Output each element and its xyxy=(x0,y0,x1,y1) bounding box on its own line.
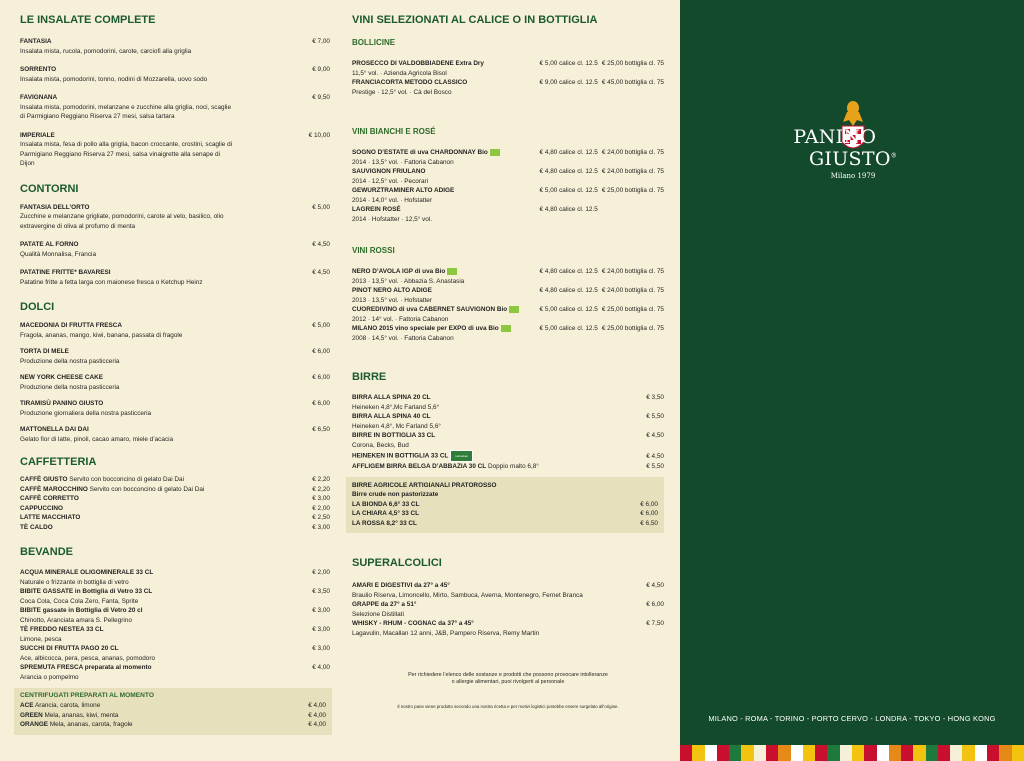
item-name: TÈ CALDO xyxy=(20,523,53,531)
stripe-segment xyxy=(754,745,766,761)
item-desc: Heineken 4,8°,Mc Farland 5,6° xyxy=(352,403,440,411)
item-desc: Produzione giornaliera della nostra pasticceria xyxy=(20,409,152,417)
item-desc: Produzione della nostra pasticceria xyxy=(20,357,120,365)
menu-item xyxy=(20,644,330,663)
stripe-segment xyxy=(803,745,815,761)
stripe-segment xyxy=(815,745,827,761)
item-price: € 5,50 xyxy=(646,463,664,470)
wine-item xyxy=(352,148,664,167)
item-price: € 5,50 xyxy=(646,413,664,420)
beer-item xyxy=(352,500,658,510)
wine-glass-price: € 4,80 calice cl. 12.5 xyxy=(539,268,598,275)
menu-item xyxy=(20,240,330,259)
menu-item xyxy=(20,663,330,682)
menu-item xyxy=(20,513,330,523)
menu-item xyxy=(20,587,330,606)
menu-item xyxy=(20,711,326,721)
wine-name: PROSECCO DI VALDOBBIADENE Extra Dry xyxy=(352,60,484,67)
wine-bottle-price: € 25,00 bottiglia cl. 75 xyxy=(601,325,664,332)
stripe-segment xyxy=(938,745,950,761)
item-price: € 3,00 xyxy=(312,523,330,531)
item-price: € 6,50 xyxy=(640,519,658,527)
wine-item xyxy=(352,186,664,205)
wine-item xyxy=(352,324,664,343)
wine-info: 2008 · 14,5° vol. · Fattoria Cabanon xyxy=(352,334,454,342)
stripe-segment xyxy=(680,745,692,761)
menu-item xyxy=(20,701,326,711)
stripe-segment xyxy=(840,745,852,761)
item-name: AMARI E DIGESTIVI da 27° a 45° xyxy=(352,582,450,589)
wine-group-bollicine xyxy=(352,59,664,97)
birre-list xyxy=(352,393,664,472)
item-name: HEINEKEN IN BOTTIGLIA 33 CL xyxy=(352,452,449,460)
item-price: € 6,00 xyxy=(640,500,658,508)
item-name: ACQUA MINERALE OLIGOMINERALE 33 CL xyxy=(20,569,154,576)
wine-bottle-price: € 24,00 bottiglia cl. 75 xyxy=(601,149,664,156)
item-extra: Servito con bocconcino di gelato Dai Dai xyxy=(69,476,184,483)
item-price: € 3,50 xyxy=(646,394,664,401)
wine-bottle-price: € 25,00 bottiglia cl. 75 xyxy=(601,60,664,67)
section-title-birre: BIRRE xyxy=(352,371,387,383)
item-name: NEW YORK CHEESE CAKE xyxy=(20,374,103,381)
wine-info: 2012 · 14° vol. · Fattoria Cabanon xyxy=(352,315,449,323)
bevande-list xyxy=(20,568,330,682)
contorni-list xyxy=(20,203,330,288)
item-desc: Insalata mista, rucola, pomodorini, carote, carciofi alla griglia xyxy=(20,47,192,55)
menu-item xyxy=(20,425,330,444)
wine-bottle-price: € 25,00 bottiglia cl. 75 xyxy=(601,306,664,313)
allergen-note-line-1: Per richiedere l’elenco delle sostanze e prodotti che possono provocare intolleranze xyxy=(408,672,608,678)
wine-glass-price: € 4,80 calice cl. 12.5 xyxy=(539,149,598,156)
item-price: € 3,00 xyxy=(312,607,330,614)
item-desc: Heineken 4,8°, Mc Farland 5,6° xyxy=(352,422,441,430)
section-title-superalcolici: SUPERALCOLICI xyxy=(352,557,442,569)
section-title-insalate: LE INSALATE COMPLETE xyxy=(20,14,156,26)
wine-info: 2013 · 13,5° vol. · Abbazia S. Anastasia xyxy=(352,277,465,285)
caffetteria-list xyxy=(20,475,330,532)
item-name: CAFFÈ MAROCCHINO xyxy=(20,485,88,493)
item-price: € 3,00 xyxy=(312,495,330,502)
stripe-segment xyxy=(975,745,987,761)
wine-bottle-price: € 25,00 bottiglia cl. 75 xyxy=(601,187,664,194)
wine-glass-price: € 5,00 calice cl. 12.5 xyxy=(539,60,598,67)
wine-bottle-price: € 45,00 bottiglia cl. 75 xyxy=(601,79,664,86)
beer-item xyxy=(352,519,658,529)
item-name: ACE xyxy=(20,702,34,709)
wine-glass-price: € 5,00 calice cl. 12.5 xyxy=(539,306,598,313)
item-name: WHISKY - RHUM - COGNAC da 37° a 45° xyxy=(352,620,474,627)
stripe-segment xyxy=(791,745,803,761)
item-price: € 4,50 xyxy=(646,432,664,439)
wine-glass-price: € 4,80 calice cl. 12.5 xyxy=(539,168,598,175)
menu-left-column xyxy=(0,0,340,761)
centrifugati-title: CENTRIFUGATI PREPARATI AL MOMENTO xyxy=(20,692,154,699)
item-desc: Lagavulin, Macallan 12 anni, J&B, Pampero Riserva, Remy Martin xyxy=(352,629,540,637)
item-price: € 5,00 xyxy=(312,322,330,329)
item-name: TÈ FREDDO NESTEA 33 CL xyxy=(20,626,104,633)
item-price: € 3,50 xyxy=(312,588,330,595)
item-desc: Insalata mista, pomodorini, melanzane e zucchine alla griglia, noci, scaglie di Parmigiano Reggiano Riserva 27 mesi, salsa tartara xyxy=(20,103,232,120)
item-name: IMPERIALE xyxy=(20,131,55,139)
item-price: € 6,50 xyxy=(312,426,330,433)
item-name: PATATINE FRITTE* BAVARESI xyxy=(20,269,111,276)
beer-item xyxy=(352,509,658,519)
menu-item xyxy=(20,399,330,418)
stripe-segment xyxy=(901,745,913,761)
brand-name-left: PANINO xyxy=(793,126,877,148)
wine-group-bianchi xyxy=(352,148,664,224)
item-price: € 3,00 xyxy=(312,645,330,652)
item-price: € 6,00 xyxy=(640,510,658,517)
stripe-segment xyxy=(889,745,901,761)
registered-mark: ® xyxy=(890,152,898,160)
item-extra: Mela, ananas, kiwi, menta xyxy=(44,711,119,719)
item-price: € 4,00 xyxy=(308,711,326,719)
menu-item xyxy=(20,37,330,56)
item-desc: Chinotto, Aranciata amara S. Pellegrino xyxy=(20,616,132,624)
wine-name: LAGREIN ROSÉ xyxy=(352,206,401,213)
wine-item xyxy=(352,167,664,186)
item-price: € 7,00 xyxy=(312,38,330,45)
item-desc: Qualità Monnalisa, Francia xyxy=(20,250,97,258)
stripe-segment xyxy=(741,745,753,761)
centrifugati-box xyxy=(14,688,332,735)
stripe-segment xyxy=(926,745,938,761)
stripe-segment xyxy=(827,745,839,761)
item-name: BIBITE GASSATE in Bottiglia di Vetro 33 CL xyxy=(20,588,153,595)
item-price: € 2,50 xyxy=(312,514,330,521)
item-desc: Produzione della nostra pasticceria xyxy=(20,383,120,391)
wine-glass-price: € 9,00 calice cl. 12.5 xyxy=(539,79,598,86)
insalate-list xyxy=(20,37,330,169)
wine-info: 2014 · Hofstatter · 12,5° vol. xyxy=(352,215,432,223)
item-name: FANTASIA xyxy=(20,38,52,45)
brand-subtitle: Milano 1979 xyxy=(830,172,876,180)
box-subtitle: Birre crude non pastorizzate xyxy=(352,491,439,498)
bread-note: Il nostro pane viene prodotto secondo una nostra ricetta e per motivi logistici potrebbe essere surgelato all’origine. xyxy=(397,704,619,709)
wine-glass-price: € 4,80 calice cl. 12.5 xyxy=(539,206,598,213)
wine-name: PINOT NERO ALTO ADIGE xyxy=(352,287,432,294)
brand-logo xyxy=(756,98,950,180)
wine-glass-price: € 5,00 calice cl. 12.5 xyxy=(539,187,598,194)
item-price: € 4,00 xyxy=(308,721,326,728)
item-desc: Insalata mista, pomodorini, tonno, nodini di Mozzarella, uovo sodo xyxy=(20,75,208,83)
item-desc: Zucchine e melanzane grigliate, pomodorini, carote al velo, basilico, olio extravergine di oliva al profumo di menta xyxy=(20,213,224,230)
menu-item xyxy=(20,485,330,495)
wine-name: FRANCIACORTA METODO CLASSICO xyxy=(352,79,468,86)
menu-item xyxy=(20,720,326,730)
wine-group-title: VINI ROSSI xyxy=(352,246,395,255)
pratorosso-box xyxy=(346,477,664,534)
item-price: € 6,00 xyxy=(312,374,330,381)
stripe-segment xyxy=(987,745,999,761)
item-desc: Naturale o frizzante in bottiglia di vetro xyxy=(20,578,129,586)
item-price: € 4,50 xyxy=(646,582,664,589)
item-name: MATTONELLA DAI DAI xyxy=(20,426,89,433)
item-name: LATTE MACCHIATO xyxy=(20,514,81,521)
stripe-segment xyxy=(729,745,741,761)
wine-info: Prestige · 12,5° vol. · Cà del Bosco xyxy=(352,88,452,96)
item-price: € 5,00 xyxy=(312,203,330,211)
item-desc: Insalata mista, fesa di pollo alla griglia, bacon croccante, crostini, scaglie di Parmigiano Reggiano Riserva 27 mesi, salsa vinaigrette alla senape di Dijon xyxy=(20,141,233,167)
beer-item xyxy=(352,450,664,462)
item-price: € 6,00 xyxy=(646,601,664,608)
item-price: € 4,00 xyxy=(312,664,330,671)
item-price: € 7,50 xyxy=(646,620,664,627)
item-name: CAFFÈ GIUSTO xyxy=(20,476,68,483)
item-extra: Arancia, carota, limone xyxy=(34,702,101,709)
allergen-note-line-2: o allergie alimentari, puoi rivolgerti al personale xyxy=(451,679,565,685)
wine-item xyxy=(352,59,664,78)
wine-info: 2014 · 13,5° vol. · Fattoria Cabanon xyxy=(352,158,454,166)
menu-item xyxy=(20,568,330,587)
brand-wordmark xyxy=(756,126,950,170)
section-title-contorni: CONTORNI xyxy=(20,182,79,195)
stripe-segment xyxy=(913,745,925,761)
item-price: € 2,00 xyxy=(312,504,330,512)
item-price: € 2,20 xyxy=(312,476,330,483)
item-desc: Braulio Riserva, Limoncello, Mirto, Sambuca, Averna, Montenegro, Fernet Branca xyxy=(352,591,583,599)
bio-badge-icon xyxy=(447,268,457,275)
menu-item xyxy=(20,606,330,625)
wine-item xyxy=(352,267,664,286)
wine-glass-price: € 5,00 calice cl. 12.5 xyxy=(539,325,598,332)
section-title-bevande: BEVANDE xyxy=(20,546,73,558)
brand-panel xyxy=(680,0,1024,761)
menu-item xyxy=(20,494,330,504)
item-desc: Gelato fior di latte, pinoli, cacao amaro, miele d’acacia xyxy=(20,435,174,443)
menu-item xyxy=(20,504,330,514)
wine-item xyxy=(352,78,664,97)
item-desc: Fragola, ananas, mango, kiwi, banana, passata di fragole xyxy=(20,331,183,339)
menu-item xyxy=(20,523,330,533)
menu-item xyxy=(20,373,330,392)
menu-item xyxy=(20,268,330,287)
stripe-segment xyxy=(692,745,704,761)
wine-glass-price: € 4,80 calice cl. 12.5 xyxy=(539,287,598,294)
item-name: SORRENTO xyxy=(20,66,57,73)
stripe-segment xyxy=(962,745,974,761)
item-price: € 4,50 xyxy=(312,241,330,248)
item-name: ORANGE xyxy=(20,721,49,728)
item-name: CAPPUCCINO xyxy=(20,504,63,512)
item-price: € 4,00 xyxy=(308,702,326,709)
item-name: BIRRA ALLA SPINA 20 CL xyxy=(352,394,431,401)
item-name: FANTASIA DELL’ORTO xyxy=(20,203,90,211)
item-name: SPREMUTA FRESCA preparata al momento xyxy=(20,664,152,671)
bio-badge-icon xyxy=(501,325,511,332)
brand-name-right: GIUSTO xyxy=(808,148,891,170)
item-extra: Mela, ananas, carota, fragole xyxy=(49,721,133,728)
allergen-note xyxy=(352,672,664,686)
stripe-segment xyxy=(766,745,778,761)
menu-item xyxy=(20,347,330,366)
item-price: € 10,00 xyxy=(308,131,330,139)
item-price: € 9,00 xyxy=(312,66,330,73)
item-extra: Doppio malto 6,8° xyxy=(487,463,539,470)
heineken-logo-icon: Heineken xyxy=(450,450,473,462)
item-desc: Coca Cola, Coca Cola Zero, Fanta, Sprite xyxy=(20,597,139,605)
item-price: € 6,00 xyxy=(312,348,330,355)
stripe-segment xyxy=(778,745,790,761)
spirit-item xyxy=(352,581,664,600)
item-price: € 2,20 xyxy=(312,485,330,493)
beer-item xyxy=(352,412,664,431)
menu-item xyxy=(20,131,330,169)
item-desc: Limone, pesca xyxy=(20,635,62,643)
beer-item xyxy=(352,462,664,472)
menu-item xyxy=(20,625,330,644)
item-name: AFFLIGEM BIRRA BELGA D’ABBAZIA 30 CL xyxy=(352,463,487,470)
cities-list: MILANO - ROMA - TORINO - PORTO CERVO - LONDRA - TOKYO - HONG KONG xyxy=(708,714,996,723)
bio-badge-icon xyxy=(509,306,519,313)
beer-item xyxy=(352,431,664,450)
stripe-segment xyxy=(877,745,889,761)
stripe-segment xyxy=(950,745,962,761)
item-name: FAVIGNANA xyxy=(20,94,58,101)
item-name: TORTA DI MELE xyxy=(20,348,69,355)
item-name: LA CHIARA 4,5° 33 CL xyxy=(352,510,420,517)
item-name: GREEN xyxy=(20,711,43,719)
item-price: € 6,00 xyxy=(312,400,330,407)
superalcolici-list xyxy=(352,581,664,638)
wine-group-title: VINI BIANCHI E ROSÉ xyxy=(352,127,436,136)
wine-info: 11,5° vol. · Azienda Agricola Bisol xyxy=(352,69,447,77)
item-name: MACEDONIA DI FRUTTA FRESCA xyxy=(20,322,123,329)
wine-name: SAUVIGNON FRIULANO xyxy=(352,168,426,175)
menu-item xyxy=(20,93,330,122)
item-name: BIRRE IN BOTTIGLIA 33 CL xyxy=(352,432,436,439)
dolci-list xyxy=(20,321,330,444)
stripe-segment xyxy=(999,745,1011,761)
item-desc: Ace, albicocca, pera, pesca, ananas, pomodoro xyxy=(20,654,155,662)
spirit-item xyxy=(352,619,664,638)
section-title-vini: VINI SELEZIONATI AL CALICE O IN BOTTIGLIA xyxy=(352,14,598,26)
spirit-item xyxy=(352,600,664,619)
item-name: GRAPPE da 27° a 51° xyxy=(352,601,417,608)
menu-item xyxy=(20,65,330,84)
section-title-dolci: DOLCI xyxy=(20,301,55,313)
beer-item xyxy=(352,393,664,412)
item-desc: Corona, Becks, Bud xyxy=(352,441,409,449)
item-desc: Patatine fritte a fetta larga con maionese fresca o Ketchup Heinz xyxy=(20,278,203,286)
wine-info: 2013 · 13,5° vol. · Hofstatter xyxy=(352,296,432,304)
color-stripe xyxy=(680,745,1024,761)
item-name: SUCCHI DI FRUTTA PAGO 20 CL xyxy=(20,645,119,652)
wine-name: GEWURZTRAMINER ALTO ADIGE xyxy=(352,187,455,194)
menu-item xyxy=(20,203,330,232)
item-name: LA ROSSA 8,2° 33 CL xyxy=(352,519,417,527)
item-price: € 3,00 xyxy=(312,626,330,633)
item-name: CAFFÈ CORRETTO xyxy=(20,495,79,502)
stripe-segment xyxy=(705,745,717,761)
item-name: LA BIONDA 6,6° 33 CL xyxy=(352,500,420,508)
menu-item xyxy=(20,321,330,340)
wine-group-rossi xyxy=(352,267,664,343)
wine-item xyxy=(352,305,664,324)
item-price: € 4,50 xyxy=(646,452,664,460)
wine-bottle-price: € 24,00 bottiglia cl. 75 xyxy=(601,287,664,294)
item-price: € 4,50 xyxy=(312,269,330,276)
bio-badge-icon xyxy=(490,149,500,156)
wine-name: NERO D’AVOLA IGP di uva Bio xyxy=(352,268,446,275)
wine-item xyxy=(352,286,664,305)
box-title: BIRRE AGRICOLE ARTIGIANALI PRATOROSSO xyxy=(352,481,497,489)
menu-middle-column xyxy=(340,0,680,761)
stripe-segment xyxy=(717,745,729,761)
menu-item xyxy=(20,475,330,485)
wine-info: 2014 · 14,0° vol. · Hofstatter xyxy=(352,196,432,204)
stripe-segment xyxy=(1012,745,1024,761)
item-name: PATATE AL FORNO xyxy=(20,241,79,248)
stripe-segment xyxy=(852,745,864,761)
wine-bottle-price: € 24,00 bottiglia cl. 75 xyxy=(601,268,664,275)
item-price: € 2,00 xyxy=(312,569,330,576)
item-name: TIRAMISÙ PANINO GIUSTO xyxy=(20,400,104,407)
item-desc: Arancia o pompelmo xyxy=(20,673,79,681)
item-price: € 9,50 xyxy=(312,94,330,101)
section-title-caffetteria: CAFFETTERIA xyxy=(20,456,97,468)
wine-info: 2014 · 12,5° vol. · Pecorari xyxy=(352,177,429,185)
item-name: BIBITE gassate in Bottiglia di Vetro 20 cl xyxy=(20,607,143,614)
wine-name: CUOREDIVINO di uva CABERNET SAUVIGNON Bio xyxy=(352,306,508,313)
wine-item xyxy=(352,205,664,224)
item-extra: Servito con bocconcino di gelato Dai Dai xyxy=(89,485,205,493)
wine-bottle-price: € 24,00 bottiglia cl. 75 xyxy=(601,168,664,175)
wine-name: MILANO 2015 vino speciale per EXPO di uva Bio xyxy=(352,325,499,332)
item-desc: Selezione Distillati xyxy=(352,610,404,618)
wine-name: SOGNO D’ESTATE di uva CHARDONNAY Bio xyxy=(352,149,488,156)
item-name: BIRRA ALLA SPINA 40 CL xyxy=(352,413,431,420)
wine-group-title: BOLLICINE xyxy=(352,38,396,47)
stripe-segment xyxy=(864,745,876,761)
